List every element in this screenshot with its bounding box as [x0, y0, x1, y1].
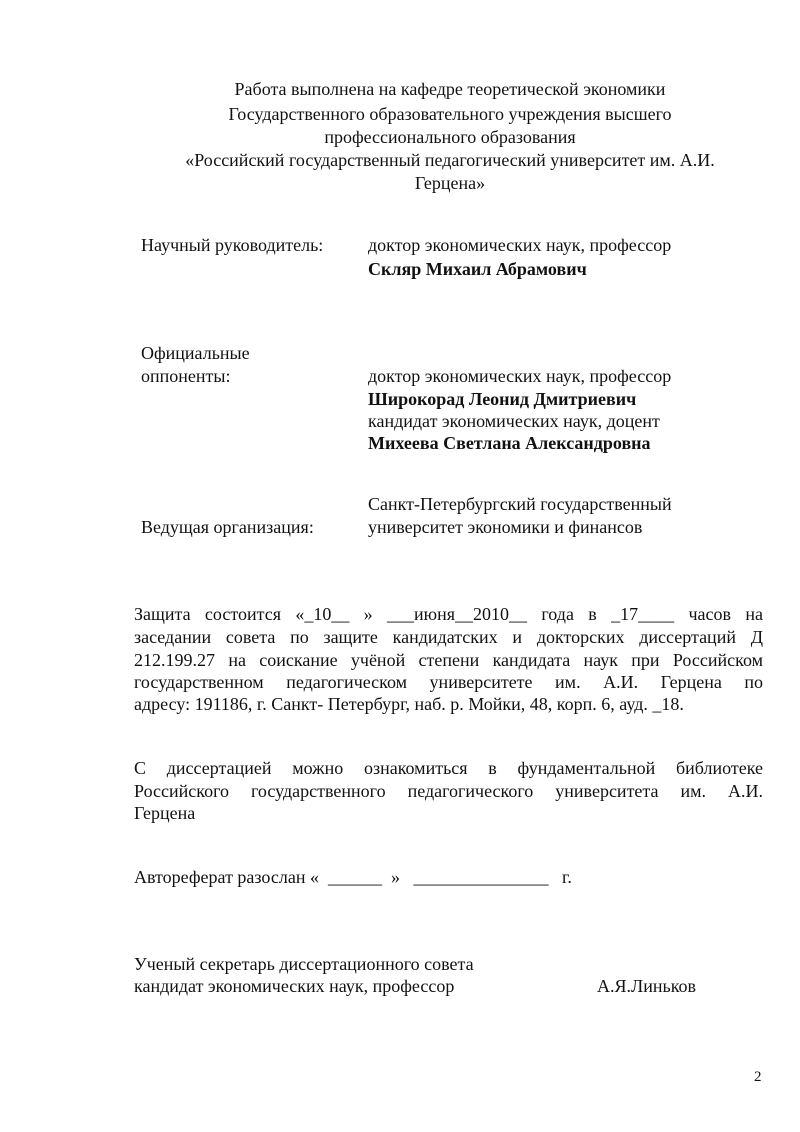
defense-line-3: 212.199.27 на соискание учёной степени кандидата наук при Российском — [134, 650, 763, 670]
defense-line-5: адресу: 191186, г. Санкт- Петербург, наб. р. Мойки, 48, корп. 6, ауд. _18. — [134, 694, 684, 714]
opponent-1-title: доктор экономических наук, профессор — [368, 366, 672, 386]
leading-org-line-1: Санкт-Петербургский государственный — [368, 494, 672, 514]
header-line-3: профессионального образования — [324, 127, 576, 147]
header-line-5: Герцена» — [414, 173, 486, 193]
header-line-2: Государственного образовательного учреждения высшего — [228, 104, 672, 124]
library-line-1: С диссертацией можно ознакомиться в фундаментальной библиотеке — [134, 758, 763, 778]
defense-line-4: государственном педагогическом университете им. А.И. Герцена по — [134, 672, 763, 692]
library-line-3: Герцена — [134, 803, 196, 823]
header-line-4: «Российский государственный педагогический университет им. А.И. — [185, 150, 715, 170]
leading-org-line-2: университет экономики и финансов — [368, 517, 643, 537]
supervisor-label: Научный руководитель: — [141, 235, 324, 255]
leading-org-label: Ведущая организация: — [141, 517, 314, 537]
secretary-name: А.Я.Линьков — [597, 976, 697, 996]
opponent-1-name: Широкорад Леонид Дмитриевич — [368, 389, 637, 409]
defense-line-2: заседании совета по защите кандидатских и докторских диссертаций Д — [134, 627, 763, 647]
secretary-line-1: Ученый секретарь диссертационного совета — [134, 954, 474, 974]
opponent-2-name: Михеева Светлана Александровна — [368, 433, 651, 453]
supervisor-title: доктор экономических наук, профессор — [368, 235, 672, 255]
abstract-mailed-line: Автореферат разослан « ______ » _______________ г. — [134, 867, 572, 887]
defense-line-1: Защита состоится «_10__ » ___июня__2010__ года в _17____ часов на — [134, 604, 763, 624]
supervisor-name: Скляр Михаил Абрамович — [368, 259, 587, 279]
opponent-2-title: кандидат экономических наук, доцент — [368, 411, 660, 431]
library-line-2: Российского государственного педагогического университета им. А.И. — [134, 781, 763, 801]
opponents-label-line-2: оппоненты: — [141, 366, 231, 386]
page-number: 2 — [754, 1069, 762, 1085]
opponents-label-line-1: Официальные — [141, 343, 250, 363]
secretary-line-2: кандидат экономических наук, профессор — [134, 976, 455, 996]
header-line-1: Работа выполнена на кафедре теоретической экономики — [234, 79, 666, 99]
